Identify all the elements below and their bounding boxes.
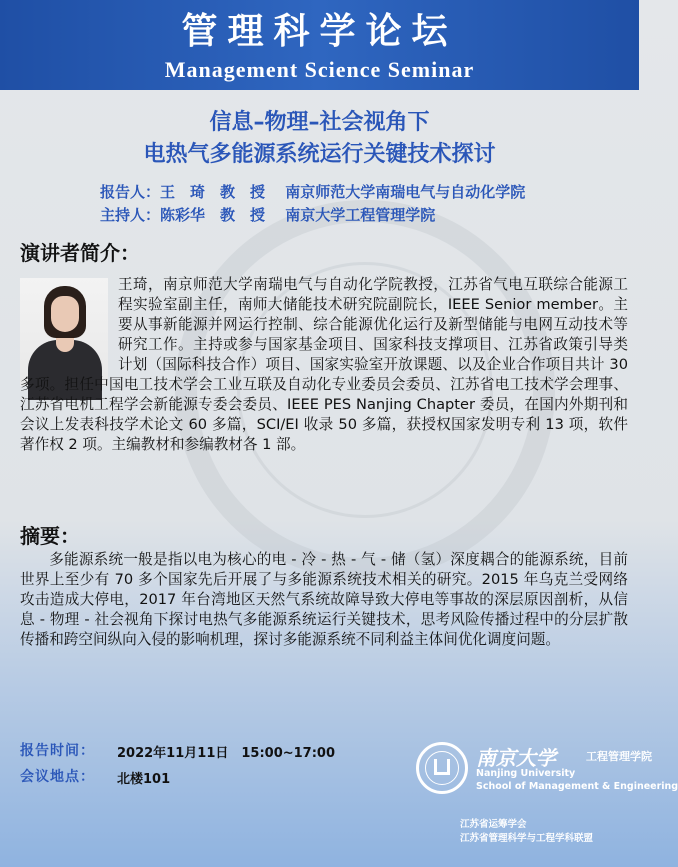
time-label: 报告时间：: [20, 743, 95, 759]
university-name-en: Nanjing University: [476, 768, 576, 779]
nju-logo: [416, 738, 678, 818]
speaker-line: 报告人：王 琦 教 授 南京师范大学南瑞电气与自动化学院: [100, 183, 526, 201]
school-name-en: School of Management & Engineering: [476, 781, 678, 792]
university-name-cn: 南京大学: [476, 746, 556, 770]
abstract-heading: 摘要：: [20, 524, 80, 548]
bio-heading: 演讲者简介：: [20, 241, 140, 265]
organizer-2: 江苏省管理科学与工程学科联盟: [460, 833, 594, 844]
abstract-paragraph: 多能源系统一般是指以电为核心的电 - 冷 - 热 - 气 - 储（氢）深度耦合的能源系统，目前世界上至少有 70 多个国家先后开展了与多能源系统技术相关的研究。2015 年乌克兰受网络攻击造成大停电，2017 年台湾地区天然气系统故障导致大停电等事故的深层原因剖析，从信息 - 物理 - 社会视角下探讨电热气多能源系统运行关键技术，思考风险传播过程中的分层扩散传播和跨空间纵向入侵的影响机理，探讨多能源系统不同利益主体间优化调度问题。: [20, 551, 628, 648]
bio-paragraph: [20, 275, 628, 455]
organizer-1: 江苏省运筹学会: [460, 819, 527, 830]
school-name-cn: 工程管理学院: [586, 750, 652, 763]
talk-title-line1: 信息–物理–社会视角下: [209, 110, 430, 135]
nju-seal-icon: [416, 742, 468, 794]
forum-title-en: Management Science Seminar: [164, 57, 475, 82]
bio-text: 王琦，南京师范大学南瑞电气与自动化学院教授，江苏省气电互联综合能源工程实验室副主任，南师大储能技术研究院副院长，IEEE Senior member。主要从事新能源并网运行控制、综合能源优化运行及新型储能与电网互动技术等研究工作。主持或参与国家基金项目、国家科技支撑项目、江苏省政策引导类计划（国际科技合作）项目、国家实验室开放课题、以及企业合作项目共计 30 多项。担任中国电工技术学会工业互联及自动化专业委员会委员、江苏省电工技术学会理事、江苏省电机工程学会新能源专委会委员、IEEE PES Nanjing Chapter 委员，在国内外期刊和会议上发表科技学术论文 60 多篇，SCI/EI 收录 50 多篇，获授权国家发明专利 13 项，软件著作权 2 项。主编教材和参编教材各 1 部。: [20, 276, 628, 453]
header-banner: [0, 0, 639, 90]
place-value: 北楼101: [117, 772, 171, 787]
talk-title-line2: 电热气多能源系统运行关键技术探讨: [143, 142, 496, 167]
host-line: 主持人：陈彩华 教 授 南京大学工程管理学院: [100, 206, 436, 224]
forum-title-cn: 管理科学论坛: [181, 10, 458, 52]
photo-spacer: [20, 275, 118, 375]
time-value: 2022年11月11日 15:00~17:00: [117, 746, 336, 761]
place-label: 会议地点：: [20, 769, 95, 785]
